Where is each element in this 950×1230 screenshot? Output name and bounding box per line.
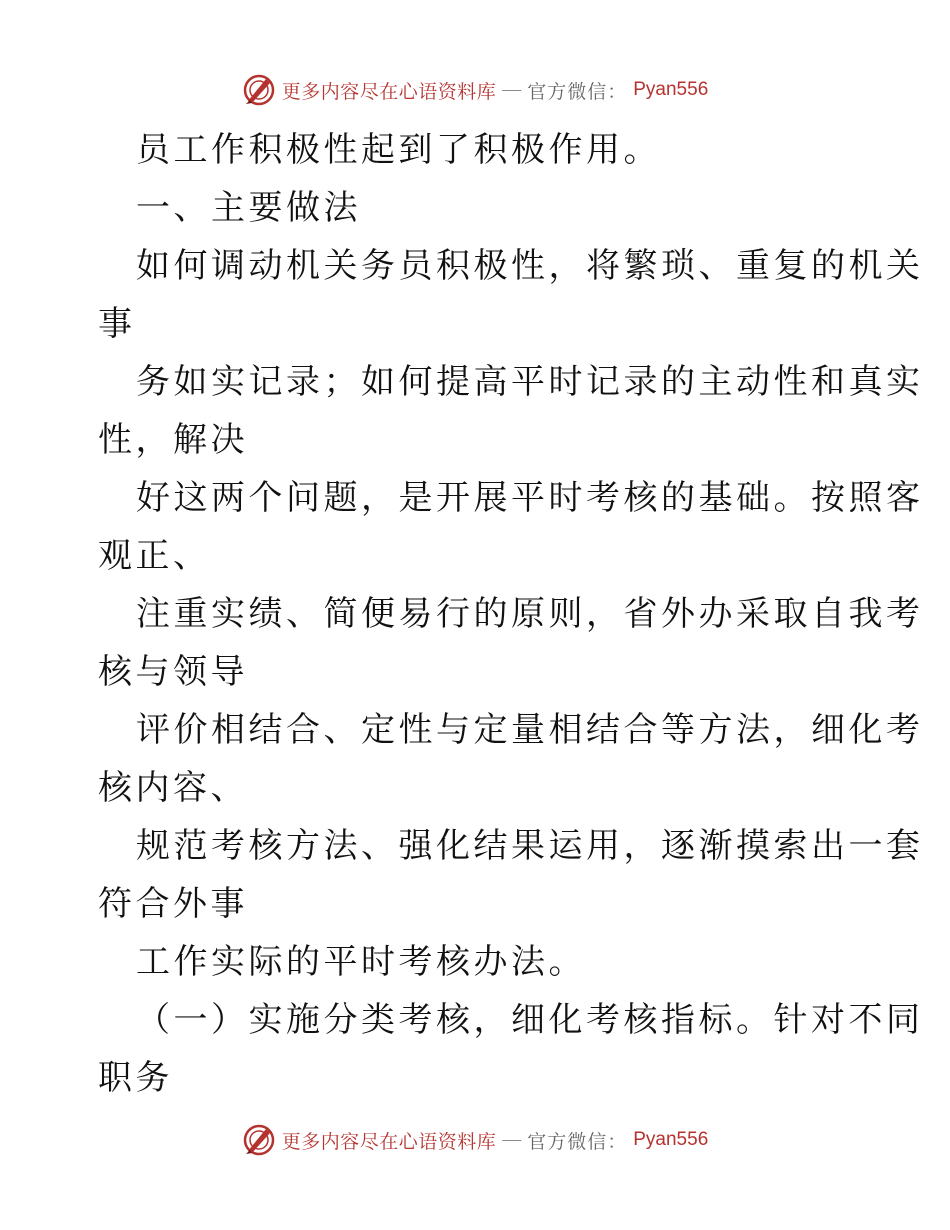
- body-line-5: 务如实记录；如何提高平时记录的主动性和真实: [136, 362, 924, 402]
- body-line-17: 职务: [98, 1058, 173, 1098]
- body-line-14: 符合外事: [98, 884, 248, 924]
- header-watermark: [0, 70, 950, 110]
- body-line-11: 评价相结合、定性与定量相结合等方法，细化考: [136, 710, 924, 750]
- body-line-10: 核与领导: [98, 652, 248, 692]
- section-heading: 一、主要做法: [136, 188, 361, 228]
- body-line-1: 员工作积极性起到了积极作用。: [136, 130, 661, 170]
- watermark-wechat-id: Pyan556: [633, 79, 709, 100]
- body-line-7: 好这两个问题，是开展平时考核的基础。按照客: [136, 478, 924, 518]
- watermark-separator: —: [502, 1129, 522, 1150]
- body-line-3: 如何调动机关务员积极性，将繁琐、重复的机关: [136, 246, 924, 286]
- pen-logo-icon: [242, 73, 276, 107]
- watermark-wechat-label: 官方微信：: [527, 80, 628, 103]
- body-line-12: 核内容、: [98, 768, 248, 808]
- footer-watermark: [0, 1120, 950, 1160]
- body-line-6: 性，解决: [98, 420, 248, 460]
- watermark-brand-text: 更多内容尽在心语资料库: [281, 80, 497, 103]
- subsection-heading: （一）实施分类考核，细化考核指标。针对不同: [136, 1000, 924, 1040]
- watermark-separator: —: [502, 79, 522, 100]
- body-line-15: 工作实际的平时考核办法。: [136, 942, 586, 982]
- watermark-wechat-id: Pyan556: [633, 1129, 709, 1150]
- watermark-wechat-label: 官方微信：: [527, 1130, 628, 1153]
- watermark-brand-text: 更多内容尽在心语资料库: [281, 1130, 497, 1153]
- pen-logo-icon: [242, 1123, 276, 1157]
- body-line-9: 注重实绩、简便易行的原则，省外办采取自我考: [136, 594, 924, 634]
- body-line-13: 规范考核方法、强化结果运用，逐渐摸索出一套: [136, 826, 924, 866]
- body-line-4: 事: [98, 304, 136, 344]
- body-line-8: 观正、: [98, 536, 211, 576]
